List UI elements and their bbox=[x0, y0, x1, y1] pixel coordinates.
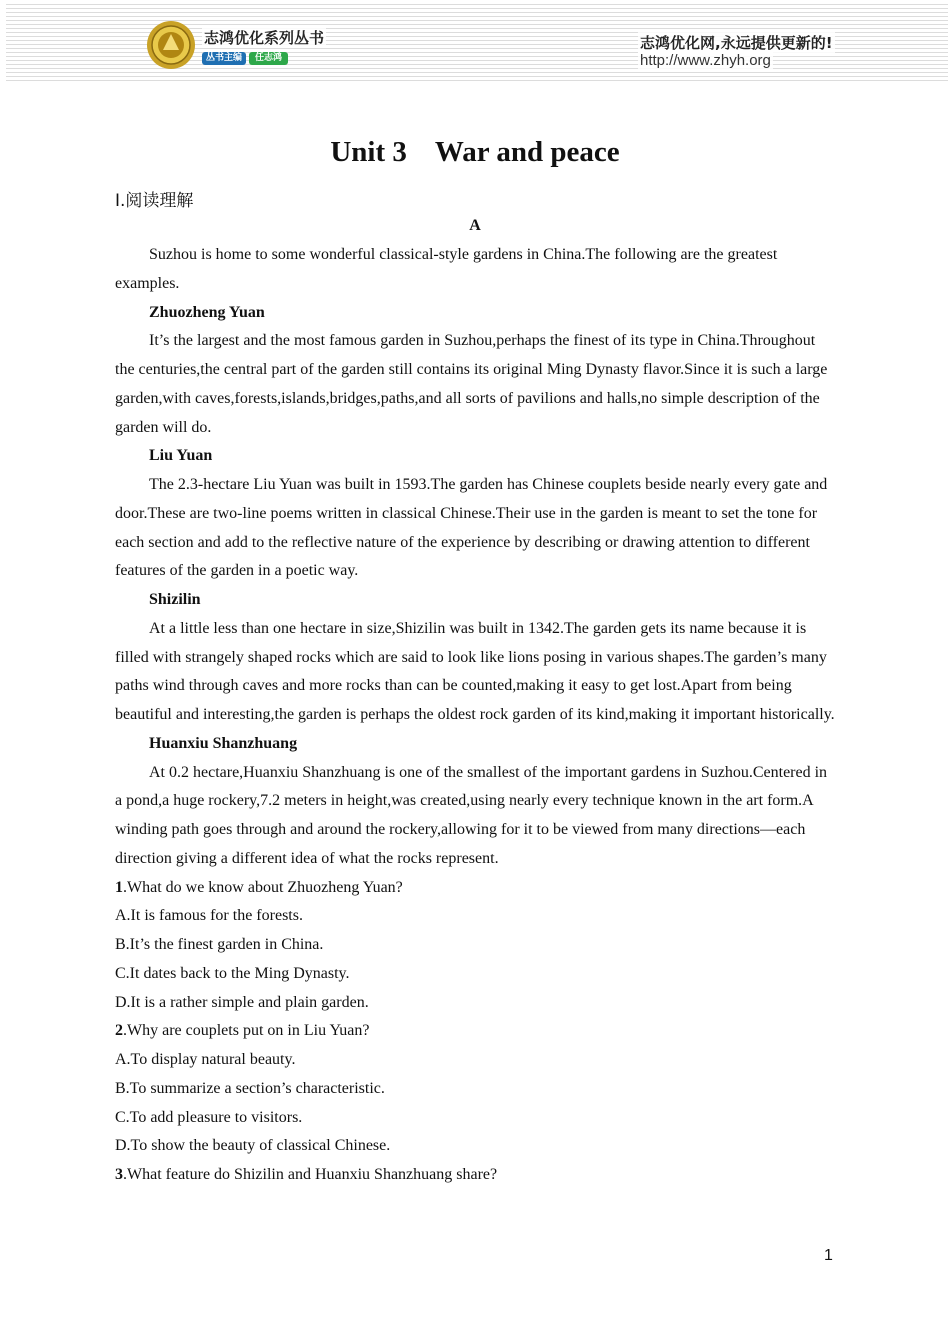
answer-option: C.It dates back to the Ming Dynasty. bbox=[115, 964, 350, 982]
site-slogan: 志鸿优化网,永远提供更新的! bbox=[640, 34, 833, 52]
question-number: 2 bbox=[115, 1022, 123, 1040]
garden-paragraph: The 2.3-hectare Liu Yuan was built in 1593.The garden has Chinese couplets beside nearly every gate and door.These are two-line poems written in classical Chinese.Their use in the garden is meant to set the tone for each section and add to the reflective nature of the experience by describing or drawing attention to different features of the garden in a poetic way. bbox=[115, 476, 828, 580]
document-body bbox=[115, 241, 835, 1190]
unit-topic: War and peace bbox=[434, 136, 620, 168]
answer-option: D.To show the beauty of classical Chinese. bbox=[115, 1137, 391, 1155]
question-stem bbox=[115, 1017, 835, 1046]
series-title: 志鸿优化系列丛书 bbox=[204, 29, 325, 47]
passage-letter: A bbox=[469, 217, 481, 234]
editor-name: 任志鸿 bbox=[249, 52, 288, 65]
editor-label: 丛书主编 bbox=[202, 52, 246, 65]
garden-heading: Liu Yuan bbox=[149, 447, 213, 465]
answer-option: A.To display natural beauty. bbox=[115, 1051, 296, 1068]
page-title bbox=[0, 136, 950, 169]
garden-paragraph: At 0.2 hectare,Huanxiu Shanzhuang is one of the smallest of the important gardens in Suzhou.Centered in a pond,a huge rockery,7.2 meters in height,was created,using nearly every technique known in the art form.A winding path goes through and around the rockery,allowing for it to be viewed from many directions—each direction giving a different idea of what the rocks represent. bbox=[115, 763, 828, 867]
page-number: 1 bbox=[824, 1247, 833, 1264]
question-stem bbox=[115, 1161, 835, 1190]
unit-label: Unit 3 bbox=[330, 136, 407, 168]
garden-paragraph: At a little less than one hectare in size,Shizilin was built in 1342.The garden gets its name because it is filled with strangely shaped rocks which are said to look like lions posing in various shapes.The garden’s many paths wind through caves and more rocks than can be counted,making it easy to get lost.Apart from being beautiful and interesting,the garden is perhaps the oldest rock garden of its kind,making it important historically. bbox=[115, 619, 835, 723]
garden-heading: Shizilin bbox=[149, 591, 201, 608]
passage-intro: Suzhou is home to some wonderful classical-style gardens in China.The following are the greatest examples. bbox=[115, 246, 778, 292]
answer-option: D.It is a rather simple and plain garden. bbox=[115, 993, 369, 1011]
seal-logo-icon bbox=[146, 20, 196, 70]
answer-option: B.To summarize a section’s characteristic. bbox=[115, 1079, 385, 1097]
garden-heading: Huanxiu Shanzhuang bbox=[149, 734, 298, 752]
question-text: .Why are couplets put on in Liu Yuan? bbox=[123, 1022, 370, 1040]
question-stem bbox=[115, 874, 835, 903]
site-url[interactable]: http://www.zhyh.org bbox=[640, 52, 771, 69]
page-header bbox=[6, 4, 948, 82]
garden-paragraph: It’s the largest and the most famous garden in Suzhou,perhaps the finest of its type in China.Throughout the centuries,the central part of the garden still contains its original Ming Dynasty flavor.Since it is such a large garden,with caves,forests,islands,bridges,paths,and all sorts of pavilions and halls,no simple description of the garden will do. bbox=[115, 332, 828, 436]
answer-option: B.It’s the finest garden in China. bbox=[115, 936, 324, 953]
question-text: .What feature do Shizilin and Huanxiu Shanzhuang share? bbox=[123, 1166, 498, 1183]
question-text: .What do we know about Zhuozheng Yuan? bbox=[123, 878, 403, 896]
answer-option: A.It is famous for the forests. bbox=[115, 907, 303, 925]
answer-option: C.To add pleasure to visitors. bbox=[115, 1108, 303, 1126]
section-heading: Ⅰ.阅读理解 bbox=[115, 191, 194, 211]
garden-heading: Zhuozheng Yuan bbox=[149, 303, 265, 321]
question-number: 1 bbox=[115, 878, 123, 896]
question-number: 3 bbox=[115, 1166, 123, 1183]
